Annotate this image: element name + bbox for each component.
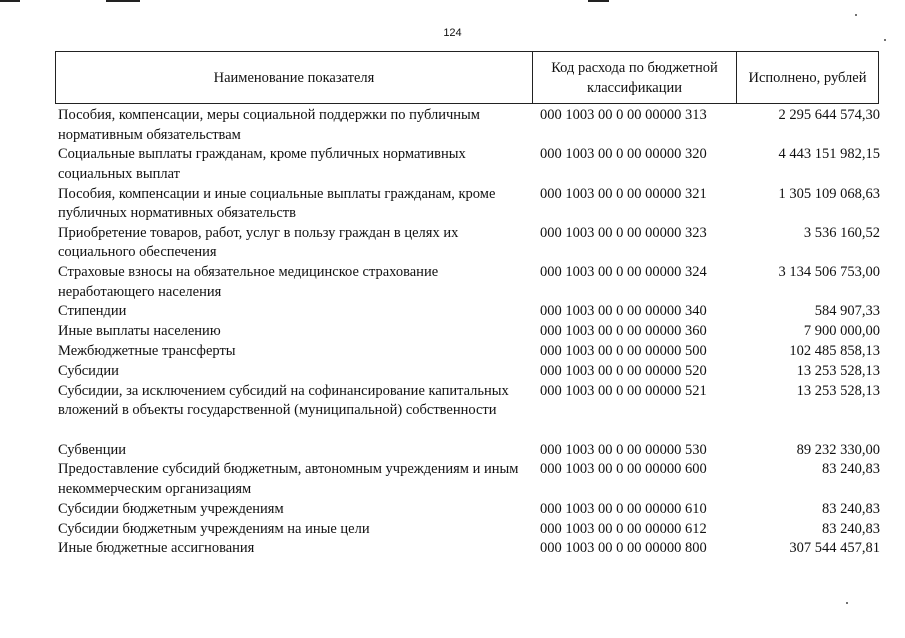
row-code: 000 1003 00 0 00 00000 323 <box>540 224 707 241</box>
row-code: 000 1003 00 0 00 00000 324 <box>540 264 707 281</box>
scan-mark <box>0 0 20 2</box>
table-row <box>58 441 880 461</box>
table-row <box>58 362 880 382</box>
scan-dot <box>855 14 857 16</box>
row-name: Межбюджетные трансферты <box>58 343 236 360</box>
row-amount: 3 536 160,52 <box>803 224 880 241</box>
row-amount: 13 253 528,13 <box>796 382 880 399</box>
table-row <box>58 322 880 342</box>
row-code: 000 1003 00 0 00 00000 360 <box>540 323 707 340</box>
row-code: 000 1003 00 0 00 00000 520 <box>540 362 707 379</box>
table-body <box>58 106 880 559</box>
row-name: Субсидии бюджетным учреждениям <box>58 500 284 517</box>
row-code: 000 1003 00 0 00 00000 500 <box>540 343 707 360</box>
row-name: Иные выплаты населению <box>58 323 221 340</box>
scan-mark <box>106 0 140 2</box>
row-code: 000 1003 00 0 00 00000 313 <box>540 107 707 123</box>
table-row <box>58 382 880 441</box>
row-name: Субсидии бюджетным учреждениям на иные цели <box>58 520 370 537</box>
table-row <box>58 106 880 145</box>
row-name: Субсидии, за исключением субсидий на софинансирование капитальных вложений в объекты государственной (муниципальной) собственности <box>58 382 509 419</box>
row-amount: 584 907,33 <box>814 303 880 320</box>
row-name: Пособия, компенсации, меры социальной поддержки по публичным нормативным обязательствам <box>58 107 480 143</box>
row-name: Субвенции <box>58 441 126 458</box>
header-code: Код расхода по бюджетной классификации <box>533 52 737 103</box>
row-name: Иные бюджетные ассигнования <box>58 540 255 557</box>
row-name: Страховые взносы на обязательное медицинское страхование неработающего населения <box>58 264 439 300</box>
header-amount: Исполнено, рублей <box>748 69 867 86</box>
row-code: 000 1003 00 0 00 00000 340 <box>540 303 707 320</box>
row-code: 000 1003 00 0 00 00000 800 <box>540 540 707 557</box>
row-code: 000 1003 00 0 00 00000 600 <box>540 461 707 478</box>
table-row <box>58 342 880 362</box>
scan-dot <box>884 39 886 41</box>
scan-dot <box>846 602 848 604</box>
row-name: Пособия, компенсации и иные социальные выплаты гражданам, кроме публичных нормативных обязательств <box>58 185 496 222</box>
row-code: 000 1003 00 0 00 00000 530 <box>540 441 707 458</box>
table-row <box>58 224 880 263</box>
scan-mark <box>588 0 609 2</box>
table-row <box>58 500 880 520</box>
row-amount: 307 544 457,81 <box>789 540 880 557</box>
table-row <box>58 145 880 184</box>
row-amount: 13 253 528,13 <box>796 362 880 379</box>
row-name: Предоставление субсидий бюджетным, автономным учреждениям и иным некоммерческим организациям <box>58 461 519 498</box>
row-amount: 2 295 644 574,30 <box>778 107 880 123</box>
row-code: 000 1003 00 0 00 00000 612 <box>540 520 707 537</box>
row-amount: 3 134 506 753,00 <box>778 264 880 281</box>
row-amount: 1 305 109 068,63 <box>778 185 880 202</box>
row-amount: 83 240,83 <box>822 461 880 478</box>
row-code: 000 1003 00 0 00 00000 521 <box>540 382 707 399</box>
page-number: 124 <box>443 27 462 39</box>
row-name: Стипендии <box>58 303 127 320</box>
row-amount: 7 900 000,00 <box>803 323 880 340</box>
table-row <box>58 263 880 302</box>
row-code: 000 1003 00 0 00 00000 321 <box>540 185 707 202</box>
row-amount: 89 232 330,00 <box>796 441 880 458</box>
row-name: Социальные выплаты гражданам, кроме публичных нормативных социальных выплат <box>58 146 466 182</box>
table-row <box>58 185 880 224</box>
row-amount: 83 240,83 <box>822 520 880 537</box>
row-amount: 83 240,83 <box>822 500 880 517</box>
row-amount: 4 443 151 982,15 <box>778 146 880 163</box>
table-row <box>58 460 880 499</box>
table-row <box>58 302 880 322</box>
table-header <box>55 51 879 104</box>
row-code: 000 1003 00 0 00 00000 610 <box>540 500 707 517</box>
row-name: Субсидии <box>58 362 119 379</box>
table-row <box>58 520 880 540</box>
row-amount: 102 485 858,13 <box>789 343 880 360</box>
header-name: Наименование показателя <box>56 52 533 103</box>
table-row <box>58 539 880 559</box>
row-name: Приобретение товаров, работ, услуг в пользу граждан в целях их социального обеспечения <box>58 224 459 261</box>
row-code: 000 1003 00 0 00 00000 320 <box>540 146 707 163</box>
